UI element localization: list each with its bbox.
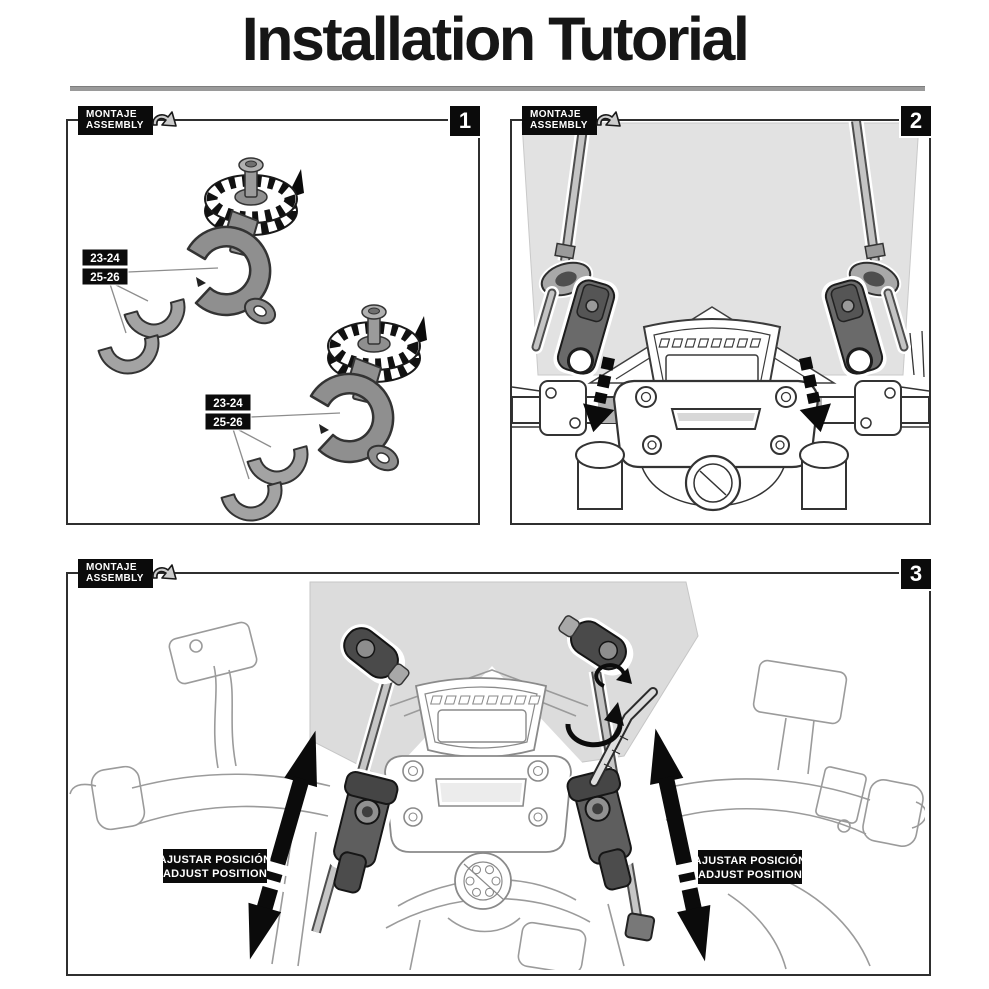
panel-step-2 (510, 108, 931, 525)
adjust-label-line-2: ADJUST POSITION (162, 868, 268, 880)
turn-arrow-icon (149, 109, 179, 139)
tag-line-2: ASSEMBLY (86, 120, 144, 131)
steering-nut (455, 853, 511, 909)
adjustment-diagram (68, 574, 925, 970)
ignition-lock (686, 456, 740, 510)
rod-end-cap (625, 913, 655, 941)
instrument-cluster (416, 678, 546, 757)
step-number-badge: 1 (450, 106, 480, 136)
turn-arrow-icon (593, 109, 623, 139)
page-title: Installation Tutorial (241, 5, 748, 73)
tag-line-1: MONTAJE (86, 109, 137, 120)
title-divider (70, 86, 925, 91)
tag-line-1: MONTAJE (86, 562, 137, 573)
shim-size-label: 25-26 (90, 272, 120, 284)
step-number-badge: 2 (901, 106, 931, 136)
assembly-tag (78, 559, 153, 588)
triple-clamp (385, 756, 571, 852)
tag-line-2: ASSEMBLY (86, 573, 144, 584)
tag-line-2: ASSEMBLY (530, 120, 588, 131)
adjust-position-label-left (159, 849, 272, 883)
panel-step-1 (66, 108, 480, 525)
front-view-diagram (512, 121, 929, 523)
assembly-tag (522, 106, 597, 135)
shim-size-label: 23-24 (90, 253, 120, 265)
adjust-label-line-1: AJUSTAR POSICIÓN (158, 854, 272, 866)
panel-step-3 (66, 561, 931, 976)
adjust-label-line-2: ADJUST POSITION (697, 869, 803, 881)
turn-arrow-icon (149, 562, 179, 592)
tag-line-1: MONTAJE (530, 109, 581, 120)
assembly-tag (78, 106, 153, 135)
clamp-assembly-diagram (68, 121, 478, 523)
shim-size-label: 25-26 (213, 417, 243, 429)
step-number-badge: 3 (901, 559, 931, 589)
triple-clamp (614, 381, 818, 467)
shim-size-labels-upper (82, 249, 128, 285)
adjust-label-line-1: AJUSTAR POSICIÓN (693, 855, 807, 867)
adjust-position-label-right (694, 850, 807, 884)
shim-size-label: 23-24 (213, 398, 243, 410)
shim-size-labels-lower (205, 394, 251, 430)
